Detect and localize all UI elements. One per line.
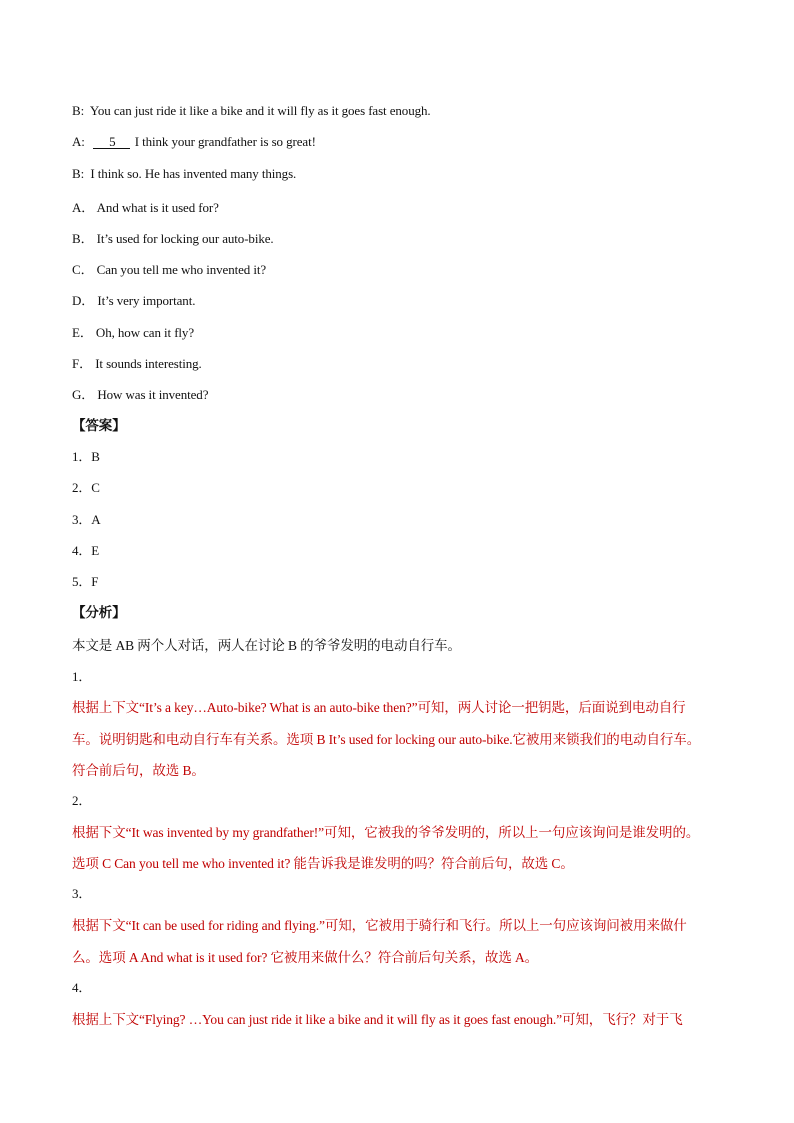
option-f bbox=[72, 353, 202, 372]
dialog-line-a1 bbox=[72, 134, 316, 150]
option-e bbox=[72, 322, 194, 341]
option-b bbox=[72, 228, 274, 247]
dialog-text: I think so. He has invented many things. bbox=[90, 166, 297, 181]
speaker-label: A: bbox=[72, 134, 85, 149]
option-text: Oh, how can it fly? bbox=[95, 325, 195, 340]
option-letter: D． bbox=[72, 293, 95, 308]
analysis-number: 3． bbox=[72, 886, 92, 901]
answer-item: 5．F bbox=[72, 574, 99, 589]
option-c bbox=[72, 259, 266, 278]
option-letter: G． bbox=[72, 387, 95, 402]
analysis-intro: 本文是 AB 两个人对话，两人在讨论 B 的爷爷发明的电动自行车。 bbox=[72, 638, 461, 653]
speaker-label: B: bbox=[72, 103, 85, 118]
dialog-text: You can just ride it like a bike and it will fly as it goes fast enough. bbox=[89, 103, 431, 118]
option-text: It’s very important. bbox=[97, 293, 196, 308]
answer-item: 4．E bbox=[72, 543, 100, 558]
analysis-line: 根据上下文“Flying? …You can just ride it like a bike and it will fly as it goes fast enough.”可知，飞行？对于飞 bbox=[72, 1012, 683, 1027]
analysis-line: 符合前后句，故选 B。 bbox=[72, 763, 205, 778]
option-text: It sounds interesting. bbox=[95, 356, 202, 371]
answer-blank: 5 bbox=[93, 135, 129, 149]
answer-heading: 【答案】 bbox=[72, 418, 126, 433]
option-letter: F． bbox=[72, 356, 93, 371]
option-text: And what is it used for? bbox=[96, 200, 219, 215]
analysis-number: 2． bbox=[72, 793, 92, 808]
option-d bbox=[72, 290, 195, 309]
option-letter: B． bbox=[72, 231, 94, 246]
analysis-line: 根据下文“It was invented by my grandfather!”可知，它被我的爷爷发明的，所以上一句应该询问是谁发明的。 bbox=[72, 825, 700, 840]
option-letter: E． bbox=[72, 325, 93, 340]
speaker-label: B: bbox=[72, 166, 85, 181]
option-letter: C． bbox=[72, 262, 94, 277]
option-text: It’s used for locking our auto-bike. bbox=[96, 231, 274, 246]
analysis-line: 车。说明钥匙和电动自行车有关系。选项 B It’s used for locking our auto-bike.它被用来锁我们的电动自行车。 bbox=[72, 732, 701, 747]
analysis-line: 根据上下文“It’s a key…Auto-bike? What is an auto-bike then?”可知，两人讨论一把钥匙，后面说到电动自行 bbox=[72, 700, 686, 715]
analysis-line: 么。选项 A And what is it used for? 它被用来做什么？符合前后句关系，故选 A。 bbox=[72, 950, 539, 965]
dialog-line-b2 bbox=[72, 166, 296, 182]
analysis-line: 选项 C Can you tell me who invented it? 能告诉我是谁发明的吗？符合前后句，故选 C。 bbox=[72, 856, 574, 871]
dialog-line-b1 bbox=[72, 103, 431, 119]
analysis-number: 4． bbox=[72, 980, 92, 995]
option-letter: A． bbox=[72, 200, 95, 215]
option-g bbox=[72, 384, 208, 403]
analysis-number: 1． bbox=[72, 669, 92, 684]
option-text: How was it invented? bbox=[97, 387, 209, 402]
option-text: Can you tell me who invented it? bbox=[96, 262, 267, 277]
option-a bbox=[72, 197, 219, 216]
answer-item: 2．C bbox=[72, 480, 100, 495]
answer-item: 3．A bbox=[72, 512, 101, 527]
analysis-heading: 【分析】 bbox=[72, 605, 126, 620]
answer-item: 1．B bbox=[72, 449, 100, 464]
dialog-text: I think your grandfather is so great! bbox=[134, 134, 316, 149]
analysis-line: 根据下文“It can be used for riding and flying.”可知，它被用于骑行和飞行。所以上一句应该询问被用来做什 bbox=[72, 918, 687, 933]
